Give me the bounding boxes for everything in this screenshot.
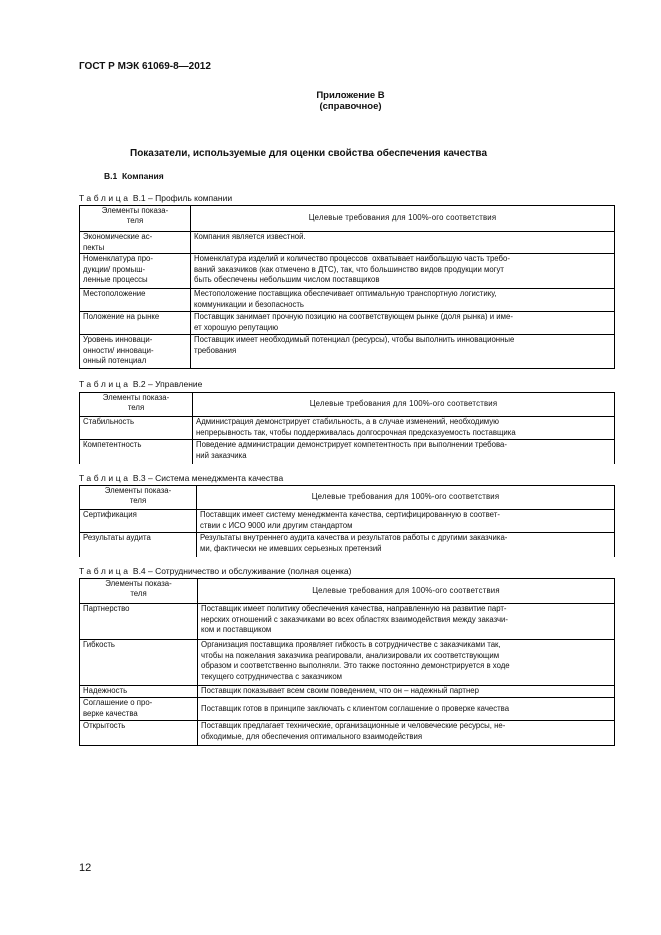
cell-requirement — [191, 335, 615, 369]
line: быть обеспечены небольшим числом поставщиков — [194, 275, 380, 285]
line: Номенклатура изделий и количество процессов охватывает наибольшую часть требо- — [194, 254, 510, 264]
table-caption-text: В.2 – Управление — [132, 379, 203, 389]
table-quality-management — [79, 485, 615, 557]
cell-element: Стабильность — [80, 417, 193, 440]
table-caption-word: Таблица — [79, 473, 131, 483]
line: Местоположение поставщика обеспечивает оптимальную транспортную логистику, — [194, 289, 497, 299]
table-row — [80, 604, 615, 640]
table-caption-text: В.1 – Профиль компании — [132, 193, 233, 203]
header-cell-elements — [80, 206, 191, 232]
table-row — [80, 640, 615, 686]
line: верке качества — [83, 708, 138, 718]
line: ний заказчика — [196, 450, 247, 460]
section-number: В.1 — [104, 171, 118, 181]
header-line: теля — [129, 495, 147, 505]
line: нерских отношений с заказчиками во всех областях взаимодействия между заказчи- — [201, 614, 508, 624]
appendix-title: Приложение В — [316, 90, 385, 101]
line: текущего сотрудничества с заказчиком — [201, 671, 343, 681]
cell-requirement: Компания является известной. — [191, 232, 615, 254]
table-row — [80, 698, 615, 721]
line: Поставщик занимает прочную позицию на соответствующем рынке (доля рынка) и име- — [194, 312, 513, 322]
line: образом и соответственно выполняли. Это также постоянно демонстрируется в ходе — [201, 661, 510, 671]
table-header-row — [80, 206, 615, 232]
table-header-row — [80, 579, 615, 604]
line: Поставщик имеет систему менеджмента качества, сертифицированную в соответ- — [200, 510, 500, 519]
line: ком и поставщиком — [201, 625, 272, 635]
table-row — [80, 510, 615, 533]
table-row — [80, 533, 615, 557]
line: Номенклатура про- — [83, 254, 153, 264]
line: коммуникации и безопасность — [194, 299, 304, 309]
line: ленные процессы — [83, 275, 148, 285]
table-row — [80, 417, 615, 440]
table-caption — [79, 473, 283, 483]
header-line: Элементы показа- — [102, 393, 170, 402]
cell-requirement: Поставщик готов в принципе заключать с клиентом соглашение о проверке качества — [198, 698, 615, 721]
table-header-row — [80, 486, 615, 510]
header-cell-requirements: Целевые требования для 100%-ого соответствия — [191, 206, 615, 232]
line: Экономические ас- — [83, 232, 153, 241]
document-header: ГОСТ Р МЭК 61069-8—2012 — [79, 61, 211, 72]
cell-element: Сертификация — [80, 510, 197, 533]
table-caption-word: Таблица — [79, 566, 131, 576]
table-caption — [79, 566, 351, 576]
header-line: теля — [127, 402, 145, 412]
line: ствии с ИСО 9000 или другим стандартом — [200, 520, 353, 530]
table-row — [80, 232, 615, 254]
line: дукции/ промыш- — [83, 264, 146, 274]
page-number: 12 — [79, 862, 92, 874]
header-cell-requirements: Целевые требования для 100%-ого соответствия — [197, 486, 615, 510]
line: требования — [194, 345, 237, 355]
cell-element: Положение на рынке — [80, 312, 191, 335]
table-row — [80, 312, 615, 335]
line: Поставщик предлагает технические, организационные и человеческие ресурсы, не- — [201, 721, 506, 730]
cell-requirement — [193, 417, 615, 440]
line: Поведение администрации демонстрирует компетентность при выполнении требова- — [196, 440, 507, 449]
cell-element: Результаты аудита — [80, 533, 197, 557]
cell-element — [80, 232, 191, 254]
line: ет хорошую репутацию — [194, 322, 279, 332]
line: Соглашение о про- — [83, 698, 153, 707]
table-caption-word: Таблица — [79, 379, 131, 389]
cell-element — [80, 698, 198, 721]
header-cell-elements — [80, 579, 198, 604]
line: Администрация демонстрирует стабильность, а в случае изменений, необходимую — [196, 417, 499, 426]
table-row — [80, 289, 615, 312]
cell-element: Компетентность — [80, 440, 193, 464]
line: Результаты внутреннего аудита качества и результатов работы с другими заказчика- — [200, 533, 508, 542]
table-cooperation-service — [79, 578, 615, 746]
line: чтобы на пожелания заказчика реагировали, анализировали их соответствующим — [201, 650, 500, 660]
header-line: Элементы показа- — [104, 486, 172, 495]
main-title: Показатели, используемые для оценки свойства обеспечения качества — [130, 148, 488, 159]
header-cell-elements — [80, 486, 197, 510]
cell-requirement — [191, 289, 615, 312]
cell-requirement: Поставщик показывает всем своим поведением, что он – надежный партнер — [198, 686, 615, 698]
table-row — [80, 335, 615, 369]
cell-element: Открытость — [80, 721, 198, 746]
line: ваний заказчиков (как отмечено в ДТС), так, что большинство видов продукции могут — [194, 264, 504, 274]
line: Организация поставщика проявляет гибкость в сотрудничестве с заказчиками так, — [201, 640, 501, 649]
cell-requirement — [198, 604, 615, 640]
cell-requirement — [197, 533, 615, 557]
cell-requirement — [191, 312, 615, 335]
line: Уровень инноваци- — [83, 335, 153, 345]
table-caption-text: В.3 – Система менеджмента качества — [132, 473, 284, 483]
line: пекты — [83, 242, 105, 252]
table-caption — [79, 193, 232, 203]
table-company-profile — [79, 205, 615, 369]
line: непрерывность так, чтобы поддерживалась долгосрочная предсказуемость поставщика — [196, 427, 516, 437]
section-heading — [104, 171, 164, 181]
table-header-row — [80, 393, 615, 417]
header-line: Элементы показа- — [105, 579, 172, 588]
table-management — [79, 392, 615, 464]
table-row — [80, 721, 615, 746]
header-line: теля — [126, 215, 144, 225]
cell-element — [80, 254, 191, 289]
cell-element: Гибкость — [80, 640, 198, 686]
header-cell-requirements: Целевые требования для 100%-ого соответствия — [193, 393, 615, 417]
line: онности/ инноваци- — [83, 345, 154, 355]
cell-element: Местоположение — [80, 289, 191, 312]
header-cell-requirements: Целевые требования для 100%-ого соответствия — [198, 579, 615, 604]
cell-requirement — [198, 640, 615, 686]
cell-requirement — [191, 254, 615, 289]
section-title: Компания — [121, 171, 164, 181]
header-line: теля — [130, 588, 147, 598]
cell-requirement — [197, 510, 615, 533]
header-cell-elements — [80, 393, 193, 417]
cell-element — [80, 335, 191, 369]
cell-requirement — [198, 721, 615, 746]
appendix-kind: (справочное) — [319, 101, 382, 112]
cell-element: Партнерство — [80, 604, 198, 640]
table-caption — [79, 379, 202, 389]
cell-requirement — [193, 440, 615, 464]
line: онный потенциал — [83, 356, 147, 366]
cell-element: Надежность — [80, 686, 198, 698]
table-caption-word: Таблица — [79, 193, 131, 203]
line: Поставщик имеет политику обеспечения качества, направленную на развитие парт- — [201, 604, 507, 613]
table-row — [80, 686, 615, 698]
table-row — [80, 254, 615, 289]
line: обходимые, для обеспечения оптимального взаимодействия — [201, 731, 423, 741]
header-line: Элементы показа- — [101, 206, 169, 215]
table-row — [80, 440, 615, 464]
line: Поставщик имеет необходимый потенциал (ресурсы), чтобы выполнить инновационные — [194, 335, 515, 345]
table-caption-text: В.4 – Сотрудничество и обслуживание (полная оценка) — [132, 566, 352, 576]
line: ми, фактически не имевших серьезных претензий — [200, 543, 382, 553]
